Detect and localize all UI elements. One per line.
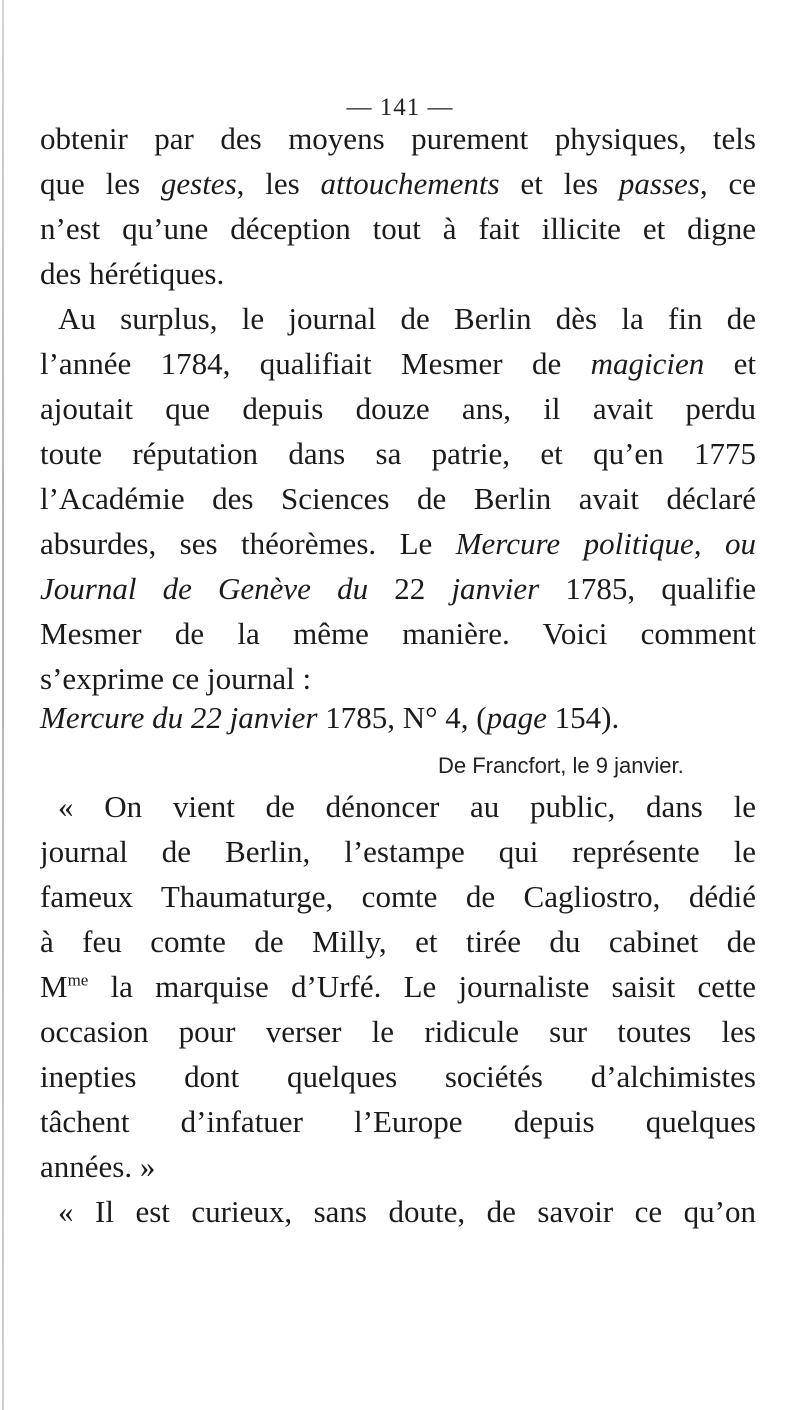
text-line: $M^{me}$ la marquise d’Urfé. Le journaliste saisit cette	[40, 969, 756, 1004]
text-line: que les gestes, les attouchements et les passes, ce	[40, 166, 756, 201]
text-line	[40, 1144, 756, 1189]
citation-number: 1785, N° 4, (	[317, 700, 487, 735]
page-number: — 141 —	[346, 94, 454, 121]
text-line	[40, 206, 756, 251]
paragraph-continuation	[40, 116, 756, 296]
text-line: l’année 1784, qualifiait Mesmer de magicien et	[40, 346, 756, 381]
line-text: inepties dont quelques sociétés d’alchimistes	[40, 1059, 756, 1094]
text-line	[40, 476, 756, 521]
text-line	[40, 296, 756, 341]
text-line	[40, 874, 756, 919]
paragraph-berlin-journal	[40, 296, 756, 701]
page-edge-rule	[2, 0, 4, 1410]
text-line	[40, 1189, 756, 1234]
line-text: des hérétiques.	[40, 256, 225, 291]
citation-page-word: page	[486, 700, 547, 735]
citation-page: 154).	[546, 700, 620, 735]
line-text: s’exprime ce journal :	[40, 661, 312, 696]
text-line: Journal de Genève du 22 janvier 1785, qualifie	[40, 571, 756, 606]
citation-title: Mercure du 22 janvier	[40, 700, 318, 735]
line-text: obtenir par des moyens purement physiques, tels	[40, 121, 756, 156]
text-line	[40, 784, 756, 829]
text-line	[40, 1009, 756, 1054]
line-text: Mesmer de la même manière. Voici comment	[40, 616, 756, 651]
source-citation	[40, 695, 756, 740]
dateline: De Francfort, le 9 janvier.	[438, 753, 684, 778]
text-line	[40, 611, 756, 656]
line-text: journal de Berlin, l’estampe qui représente le	[40, 834, 756, 869]
line-text: « On vient de dénoncer au public, dans le	[58, 789, 756, 824]
text-line	[40, 1054, 756, 1099]
text-line	[40, 431, 756, 476]
text-line	[40, 116, 756, 161]
quoted-article	[40, 784, 756, 1234]
line-text: à feu comte de Milly, et tirée du cabinet de	[40, 924, 756, 959]
line-text: Au surplus, le journal de Berlin dès la fin de	[58, 301, 756, 336]
text-line	[40, 829, 756, 874]
text-line	[40, 919, 756, 964]
line-text: ajoutait que depuis douze ans, il avait perdu	[40, 391, 756, 426]
line-text: années. »	[40, 1149, 156, 1184]
line-text: tâchent d’infatuer l’Europe depuis quelques	[40, 1104, 756, 1139]
text-line	[40, 386, 756, 431]
line-text: « Il est curieux, sans doute, de savoir ce qu’on	[58, 1194, 756, 1229]
text-line	[40, 251, 756, 296]
text-line	[40, 1099, 756, 1144]
line-text: occasion pour verser le ridicule sur toutes les	[40, 1014, 756, 1049]
line-text: toute réputation dans sa patrie, et qu’en 1775	[40, 436, 756, 471]
line-text: fameux Thaumaturge, comte de Cagliostro, dédié	[40, 879, 756, 914]
text-line: absurdes, ses théorèmes. Le Mercure politique, ou	[40, 526, 756, 561]
line-text: l’Académie des Sciences de Berlin avait déclaré	[40, 481, 756, 516]
line-text: n’est qu’une déception tout à fait illicite et digne	[40, 211, 756, 246]
